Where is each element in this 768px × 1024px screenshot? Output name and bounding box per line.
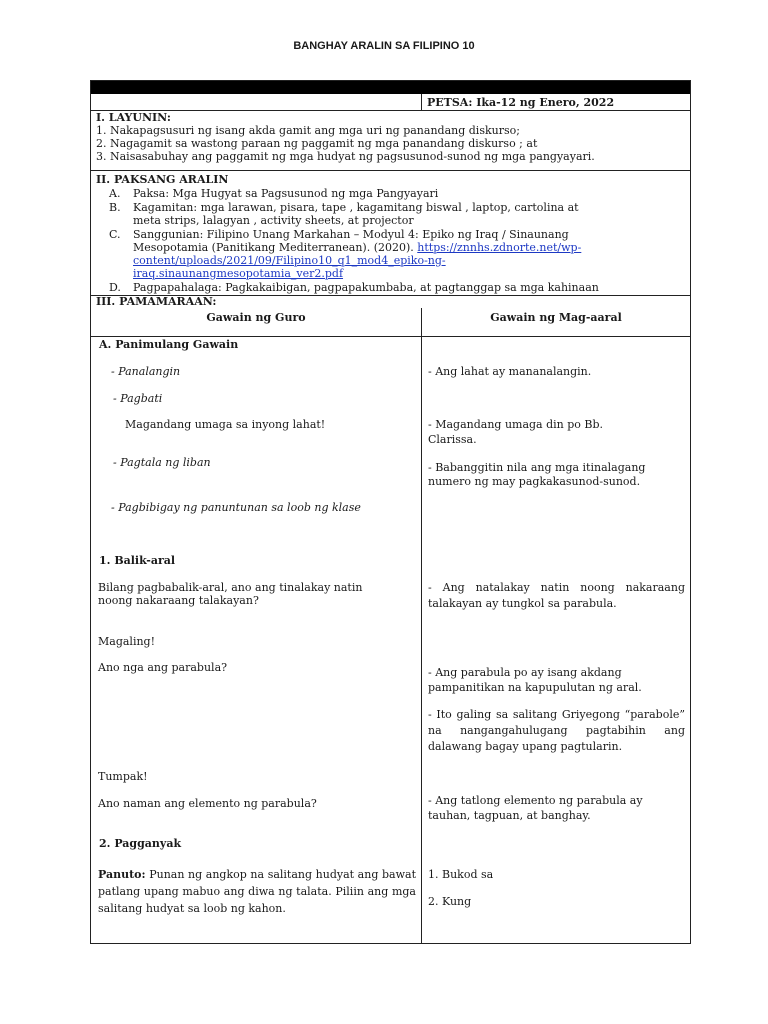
guro-question: noong nakaraang talakayan? (98, 594, 259, 607)
student-response: tauhan, tagpuan, at banghay. (428, 809, 591, 822)
kagamitan-marker: B. (109, 201, 121, 214)
student-response: - Ito galing sa salitang Griyegong “parabole” na nangangahulugang pagtabihin ang dalawang bagay upang pagtularin. (428, 708, 685, 753)
layunin-heading: I. LAYUNIN: (96, 111, 171, 124)
header-black-bar (91, 81, 690, 94)
panuto-text: Punan ng angkop na salitang hudyat ang bawat patlang upang mabuo ang diwa ng talata. Piliin ang mga salitang hudyat sa loob ng kahon. (98, 868, 416, 915)
paksa-marker: A. (109, 187, 121, 200)
sanggunian-link[interactable]: https://znnhs.zdnorte.net/wp- (417, 241, 582, 254)
petsa-date: PETSA: Ika-12 ng Enero, 2022 (427, 96, 615, 109)
kagamitan-text: meta strips, lalagyan , activity sheets, at projector (133, 214, 414, 227)
row-divider (91, 336, 690, 337)
guro-question: Ano nga ang parabula? (98, 661, 228, 674)
sanggunian-link[interactable]: iraq.sinaunangmesopotamia_ver2.pdf (133, 267, 344, 280)
student-response: pampanitikan na kapupulutan ng aral. (428, 681, 642, 694)
column-header-guro: Gawain ng Guro (206, 311, 306, 324)
sanggunian-text: Sanggunian: Filipino Unang Markahan – Modyul 4: Epiko ng Iraq / Sinaunang (133, 228, 569, 241)
sanggunian-text (133, 241, 581, 254)
student-response: - Ang tatlong elemento ng parabula ay (428, 794, 643, 807)
petsa-divider (421, 94, 422, 111)
layunin-item: 2. Nagagamit sa wastong paraan ng paggamit ng mga panandang diskurso ; at (96, 137, 538, 150)
student-response: - Magandang umaga din po Bb. (428, 418, 604, 431)
pagpapahalaga-marker: D. (109, 281, 121, 294)
panuto-label: Panuto: (98, 868, 146, 881)
panimulang-gawain-heading: A. Panimulang Gawain (99, 338, 239, 351)
column-header-magaaral: Gawain ng Mag-aaral (490, 311, 622, 324)
paksa-text: Paksa: Mga Hugyat sa Pagsusunod ng mga Pangyayari (133, 187, 439, 200)
student-response: numero ng may pagkakasunod-sunod. (428, 475, 641, 488)
pagbati-label: - Pagbati (113, 392, 163, 405)
column-divider (421, 308, 422, 944)
panuntunan-label: - Pagbibigay ng panuntunan sa loob ng klase (111, 501, 361, 514)
student-response: - Ang lahat ay mananalangin. (428, 365, 592, 378)
panuto-paragraph (98, 866, 416, 917)
sanggunian-marker: C. (109, 228, 121, 241)
student-response: Clarissa. (428, 433, 477, 446)
row-divider (91, 170, 690, 171)
pamamaraan-heading: III. PAMAMARAAN: (96, 295, 217, 308)
guro-praise: Magaling! (98, 635, 156, 648)
pagganyak-heading: 2. Pagganyak (99, 837, 182, 850)
paksang-aralin-heading: II. PAKSANG ARALIN (96, 173, 229, 186)
student-response: 2. Kung (428, 895, 472, 908)
sanggunian-link[interactable]: content/uploads/2021/09/Filipino10_q1_mod4_epiko-ng- (133, 254, 446, 267)
balik-aral-heading: 1. Balik-aral (99, 554, 176, 567)
pagtala-label: - Pagtala ng liban (113, 456, 211, 469)
guro-greeting: Magandang umaga sa inyong lahat! (125, 418, 326, 431)
guro-praise: Tumpak! (98, 770, 148, 783)
guro-question: Bilang pagbabalik-aral, ano ang tinalakay natin (98, 581, 363, 594)
layunin-item: 1. Nakapagsusuri ng isang akda gamit ang mga uri ng panandang diskurso; (96, 124, 520, 137)
student-response: - Ang natalakay natin noong nakaraang talakayan ay tungkol sa parabula. (428, 581, 685, 610)
pagpapahalaga-text: Pagpapahalaga: Pagkakaibigan, pagpapakumbaba, at pagtanggap sa mga kahinaan (133, 281, 599, 294)
guro-question: Ano naman ang elemento ng parabula? (98, 797, 317, 810)
student-response: - Ang parabula po ay isang akdang (428, 666, 622, 679)
layunin-item: 3. Naisasabuhay ang paggamit ng mga hudyat ng pagsusunod-sunod ng mga pangyayari. (96, 150, 595, 163)
student-response: - Babanggitin nila ang mga itinalagang (428, 461, 646, 474)
document-title: BANGHAY ARALIN SA FILIPINO 10 (293, 40, 475, 52)
lesson-plan-table (90, 80, 691, 944)
student-response: 1. Bukod sa (428, 868, 494, 881)
panalangin-label: - Panalangin (111, 365, 181, 378)
kagamitan-text: Kagamitan: mga larawan, pisara, tape , kagamitang biswal , laptop, cartolina at (133, 201, 579, 214)
row-divider (91, 110, 690, 111)
sanggunian-citation: Mesopotamia (Panitikang Mediterranean). (2020). (133, 241, 418, 254)
